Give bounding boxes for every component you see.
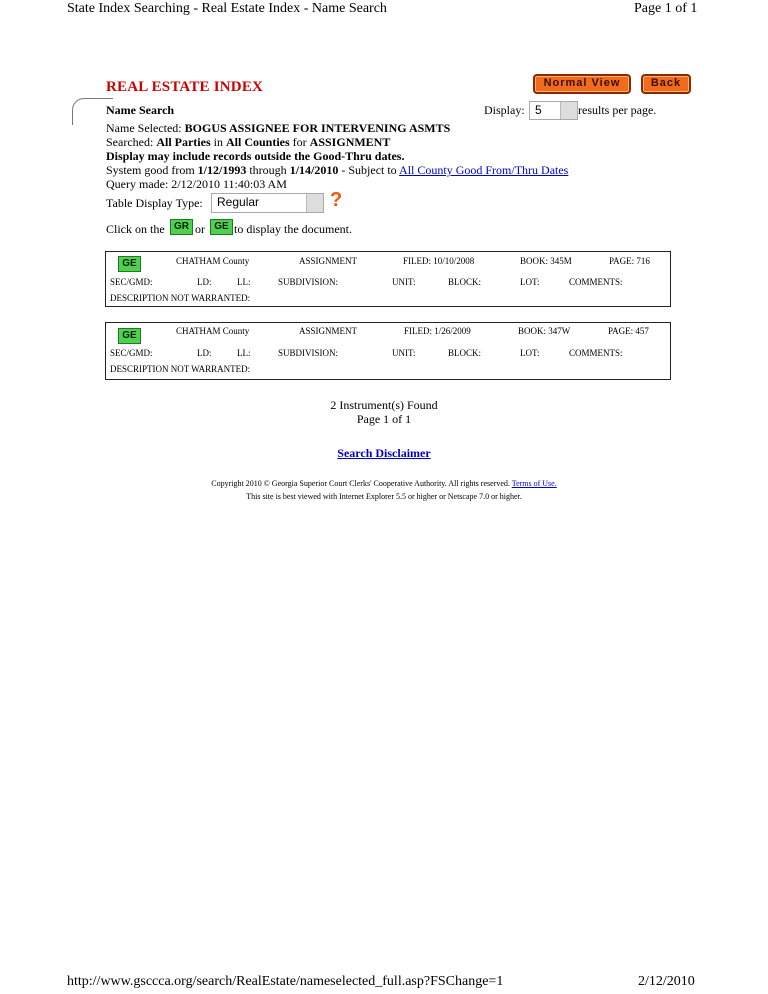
print-header-page: Page 1 of 1 xyxy=(634,1,698,16)
record-filed: FILED: 1/26/2009 xyxy=(404,326,471,336)
name-selected-value: BOGUS ASSIGNEE FOR INTERVENING ASMTS xyxy=(184,121,451,135)
record-description: DESCRIPTION NOT WARRANTED: xyxy=(110,364,251,374)
record-ld: LD: xyxy=(197,348,212,358)
click-on-text: Click on the xyxy=(106,222,165,236)
good-thru-date: 1/14/2010 xyxy=(289,163,339,177)
searched-counties: All Counties xyxy=(225,135,290,149)
good-thru-warning: Display may include records outside the Good-Thru dates. xyxy=(106,149,405,163)
searched-parties: All Parties xyxy=(156,135,211,149)
record-county: CHATHAM County xyxy=(176,326,250,336)
display-label: Display: xyxy=(484,103,525,117)
for-word: for xyxy=(292,135,307,149)
dropdown-arrow-icon xyxy=(306,194,323,212)
through-word: through xyxy=(249,163,287,177)
record-comments: COMMENTS: xyxy=(569,348,623,358)
record-sec: SEC/GMD: xyxy=(110,277,153,287)
in-word: in xyxy=(213,135,223,149)
normal-view-button[interactable]: Normal View xyxy=(533,74,631,94)
gr-legend-button: GR xyxy=(170,219,193,235)
record-book: BOOK: 345M xyxy=(520,256,572,266)
searched-line xyxy=(106,135,390,150)
record-ll: LL: xyxy=(237,348,251,358)
record-sec: SEC/GMD: xyxy=(110,348,153,358)
record-lot: LOT: xyxy=(520,348,540,358)
record-type: ASSIGNMENT xyxy=(299,326,358,336)
ge-document-button[interactable]: GE xyxy=(118,328,141,344)
print-header-title: State Index Searching - Real Estate Index - Name Search xyxy=(67,1,387,16)
print-footer-date: 2/12/2010 xyxy=(638,974,695,989)
results-page: Page 1 of 1 xyxy=(356,412,412,426)
record-unit: UNIT: xyxy=(392,277,416,287)
query-made: Query made: 2/12/2010 11:40:03 AM xyxy=(106,177,287,191)
record-block: BLOCK: xyxy=(448,348,482,358)
browser-note: This site is best viewed with Internet Explorer 5.5 or higher or Netscape 7.0 or higher. xyxy=(246,492,522,501)
record-county: CHATHAM County xyxy=(176,256,250,266)
good-dates-link[interactable]: All County Good From/Thru Dates xyxy=(399,163,569,177)
record-page: PAGE: 457 xyxy=(608,326,649,336)
record-filed: FILED: 10/10/2008 xyxy=(403,256,475,266)
display-count-select[interactable] xyxy=(529,101,578,120)
record-description: DESCRIPTION NOT WARRANTED: xyxy=(110,293,251,303)
display-count-value: 5 xyxy=(535,103,542,117)
record-block: BLOCK: xyxy=(448,277,482,287)
record-row xyxy=(105,322,671,380)
table-type-value: Regular xyxy=(217,195,260,209)
table-type-label: Table Display Type: xyxy=(106,196,203,210)
record-ll: LL: xyxy=(237,277,251,287)
terms-link[interactable]: Terms of Use. xyxy=(511,479,557,488)
help-icon[interactable]: ? xyxy=(330,189,343,211)
to-display-text: to display the document. xyxy=(234,222,352,236)
print-footer-url: http://www.gsccca.org/search/RealEstate/nameselected_full.asp?FSChange=1 xyxy=(67,974,504,989)
name-selected-label: Name Selected: xyxy=(106,121,182,135)
copyright-text: Copyright 2010 © Georgia Superior Court Clerks' Cooperative Authority. All rights reserved. xyxy=(211,479,510,488)
record-comments: COMMENTS: xyxy=(569,277,623,287)
searched-label: Searched: xyxy=(106,135,154,149)
record-row xyxy=(105,251,671,307)
good-from-label: System good from xyxy=(106,163,195,177)
record-page: PAGE: 716 xyxy=(609,256,650,266)
name-search-heading: Name Search xyxy=(106,103,175,117)
back-button[interactable]: Back xyxy=(641,74,691,94)
searched-type: ASSIGNMENT xyxy=(309,135,391,149)
search-disclaimer-link[interactable]: Search Disclaimer xyxy=(337,446,431,460)
record-lot: LOT: xyxy=(520,277,540,287)
record-type: ASSIGNMENT xyxy=(299,256,358,266)
record-subdivision: SUBDIVISION: xyxy=(278,348,339,358)
record-ld: LD: xyxy=(197,277,212,287)
dropdown-arrow-icon xyxy=(560,102,577,119)
display-suffix: results per page. xyxy=(578,103,657,117)
disclaimer-container xyxy=(0,446,768,461)
record-unit: UNIT: xyxy=(392,348,416,358)
record-book: BOOK: 347W xyxy=(518,326,571,336)
system-good-line xyxy=(106,163,568,178)
instruments-found: 2 Instrument(s) Found xyxy=(330,398,438,412)
name-selected-line xyxy=(106,121,450,136)
good-from-date: 1/12/1993 xyxy=(197,163,247,177)
subject-to: - Subject to xyxy=(341,163,397,177)
page-title: REAL ESTATE INDEX xyxy=(106,79,264,95)
record-subdivision: SUBDIVISION: xyxy=(278,277,339,287)
or-word: or xyxy=(195,222,205,236)
copyright-line xyxy=(0,479,768,488)
ge-legend-button: GE xyxy=(210,219,233,235)
ge-document-button[interactable]: GE xyxy=(118,256,141,272)
table-type-select[interactable] xyxy=(211,193,324,213)
